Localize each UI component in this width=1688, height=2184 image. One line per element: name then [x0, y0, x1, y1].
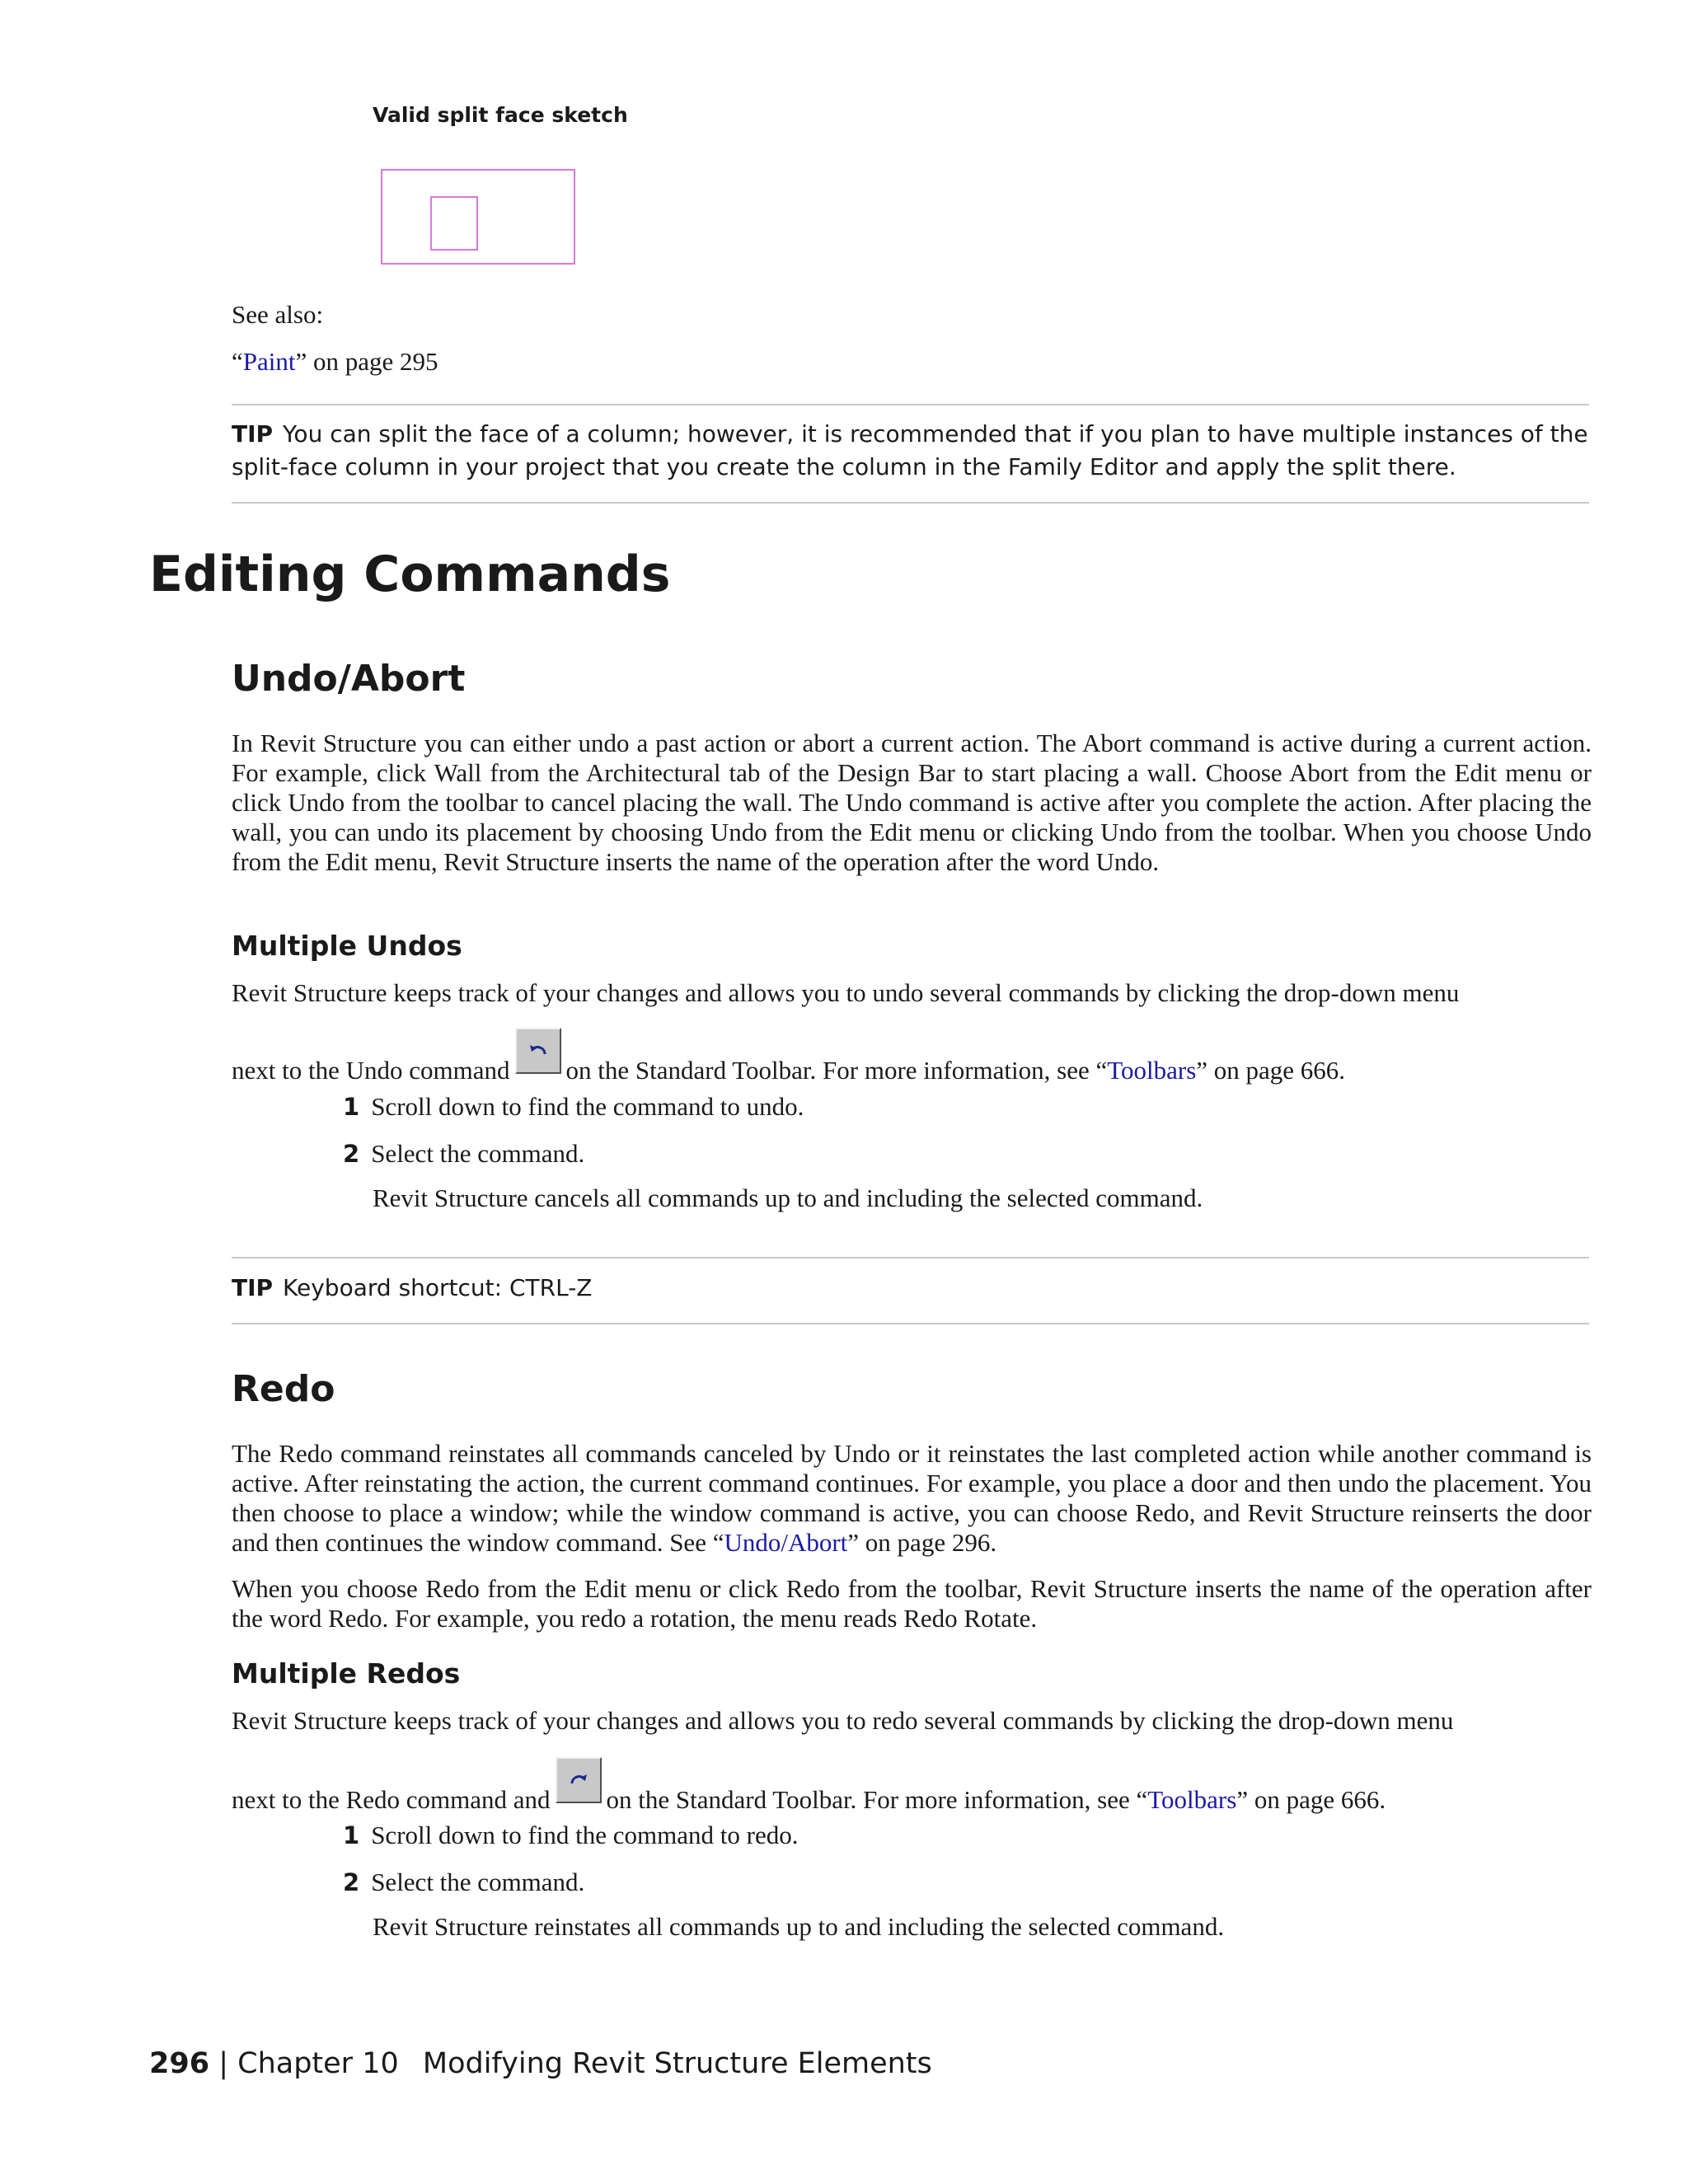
tip2-rule-top — [232, 1257, 1589, 1258]
chapter-label: Chapter 10 — [237, 2047, 399, 2080]
redo-paragraph-1-end: ” on page 296. — [847, 1528, 997, 1557]
undo-step-1 — [343, 1092, 804, 1122]
redo-line2-post: on the Standard Toolbar. For more information, see “ — [606, 1785, 1148, 1814]
undo-line2-end: ” on page 666. — [1196, 1056, 1346, 1085]
open-quote: “ — [232, 347, 243, 376]
redo-heading: Redo — [232, 1368, 335, 1410]
page-footer — [149, 2047, 932, 2080]
split-face-sketch-inner — [430, 196, 478, 251]
page-number: 296 — [149, 2047, 210, 2080]
see-also-label: See also: — [232, 300, 324, 329]
undo-line2-pre: next to the Undo command — [232, 1056, 510, 1085]
toolbars-link-undo[interactable]: Toolbars — [1107, 1056, 1197, 1085]
chapter-title: Modifying Revit Structure Elements — [422, 2047, 932, 2080]
toolbars-link-redo[interactable]: Toolbars — [1147, 1785, 1237, 1814]
step-number: 1 — [343, 1093, 360, 1121]
multiple-redos-line1: Revit Structure keeps track of your changes and allows you to redo several commands by clicking the drop-down menu — [232, 1706, 1454, 1735]
undo-result: Revit Structure cancels all commands up to and including the selected command. — [373, 1183, 1203, 1212]
redo-paragraph-1-text: The Redo command reinstates all commands canceled by Undo or it reinstates the last completed action while another command is active. After reinstating the action, the current command continues. For example, you place a door and then undo the placement. You then choose to place a window; while the window command is active, you can choose Redo, and Revit Structure reinserts the door and then continues the window command. See “ — [232, 1439, 1592, 1557]
redo-paragraph-1 — [232, 1439, 1592, 1558]
undo-paragraph: In Revit Structure you can either undo a past action or abort a current action. The Abort command is active during a current action. For example, click Wall from the Architectural tab of the Design Bar to start placing a wall. Choose Abort from the Edit menu or click Undo from the toolbar to cancel placing the wall. The Undo command is active after you complete the action. After placing the wall, you can undo its placement by choosing Undo from the Edit menu or clicking Undo from the toolbar. When you choose Undo from the Edit menu, Revit Structure inserts the name of the operation after the word Undo. — [232, 729, 1592, 876]
tip-label: TIP — [232, 420, 274, 448]
split-face-sketch-outer — [381, 169, 575, 265]
undo-heading: Undo/Abort — [232, 658, 466, 700]
step-text: Scroll down to find the command to redo. — [371, 1821, 799, 1849]
step-text: Select the command. — [371, 1139, 585, 1168]
multiple-undos-line1: Revit Structure keeps track of your changes and allows you to undo several commands by clicking the drop-down menu — [232, 978, 1460, 1007]
step-number: 2 — [343, 1868, 360, 1896]
multiple-undos-line2 — [232, 1039, 1633, 1085]
redo-line2-pre: next to the Redo command and — [232, 1785, 551, 1814]
redo-result: Revit Structure reinstates all commands up to and including the selected command. — [373, 1912, 1225, 1941]
redo-icon[interactable] — [556, 1757, 602, 1803]
redo-step-1 — [343, 1821, 798, 1850]
tip2-rule-bottom — [232, 1323, 1589, 1324]
footer-separator: | — [218, 2047, 228, 2080]
redo-paragraph-2: When you choose Redo from the Edit menu or click Redo from the toolbar, Revit Structure inserts the name of the operation after the word Redo. For example, you redo a rotation, the menu reads Redo Rotate. — [232, 1574, 1592, 1633]
multiple-undos-heading: Multiple Undos — [232, 930, 462, 962]
undo-step-2 — [343, 1139, 584, 1169]
redo-line2-end: ” on page 666. — [1236, 1785, 1386, 1814]
tip-text: Keyboard shortcut: CTRL-Z — [283, 1274, 593, 1301]
figure-caption: Valid split face sketch — [373, 103, 628, 127]
tip-keyboard-shortcut — [232, 1272, 1592, 1305]
undo-line2-post: on the Standard Toolbar. For more information, see “ — [565, 1056, 1108, 1085]
tip-text: You can split the face of a column; however, it is recommended that if you plan to have multiple instances of the split-face column in your project that you create the column in the Family Editor and apply the split there. — [232, 420, 1588, 480]
tip-rule-bottom — [232, 502, 1589, 504]
section-title: Editing Commands — [149, 546, 671, 603]
redo-step-2 — [343, 1868, 584, 1897]
multiple-redos-line2 — [232, 1769, 1633, 1815]
step-text: Select the command. — [371, 1868, 585, 1896]
step-number: 2 — [343, 1140, 360, 1168]
multiple-redos-heading: Multiple Redos — [232, 1657, 461, 1690]
undo-icon[interactable] — [515, 1028, 561, 1074]
tip-label: TIP — [232, 1274, 274, 1301]
tip-rule-top — [232, 404, 1589, 405]
step-number: 1 — [343, 1821, 360, 1849]
paint-link[interactable]: Paint — [242, 347, 296, 376]
undo-abort-link[interactable]: Undo/Abort — [724, 1528, 848, 1557]
page-reference: ” on page 295 — [295, 347, 438, 376]
step-text: Scroll down to find the command to undo. — [371, 1092, 804, 1121]
see-also-reference — [232, 347, 438, 377]
tip-split-face — [232, 418, 1592, 484]
